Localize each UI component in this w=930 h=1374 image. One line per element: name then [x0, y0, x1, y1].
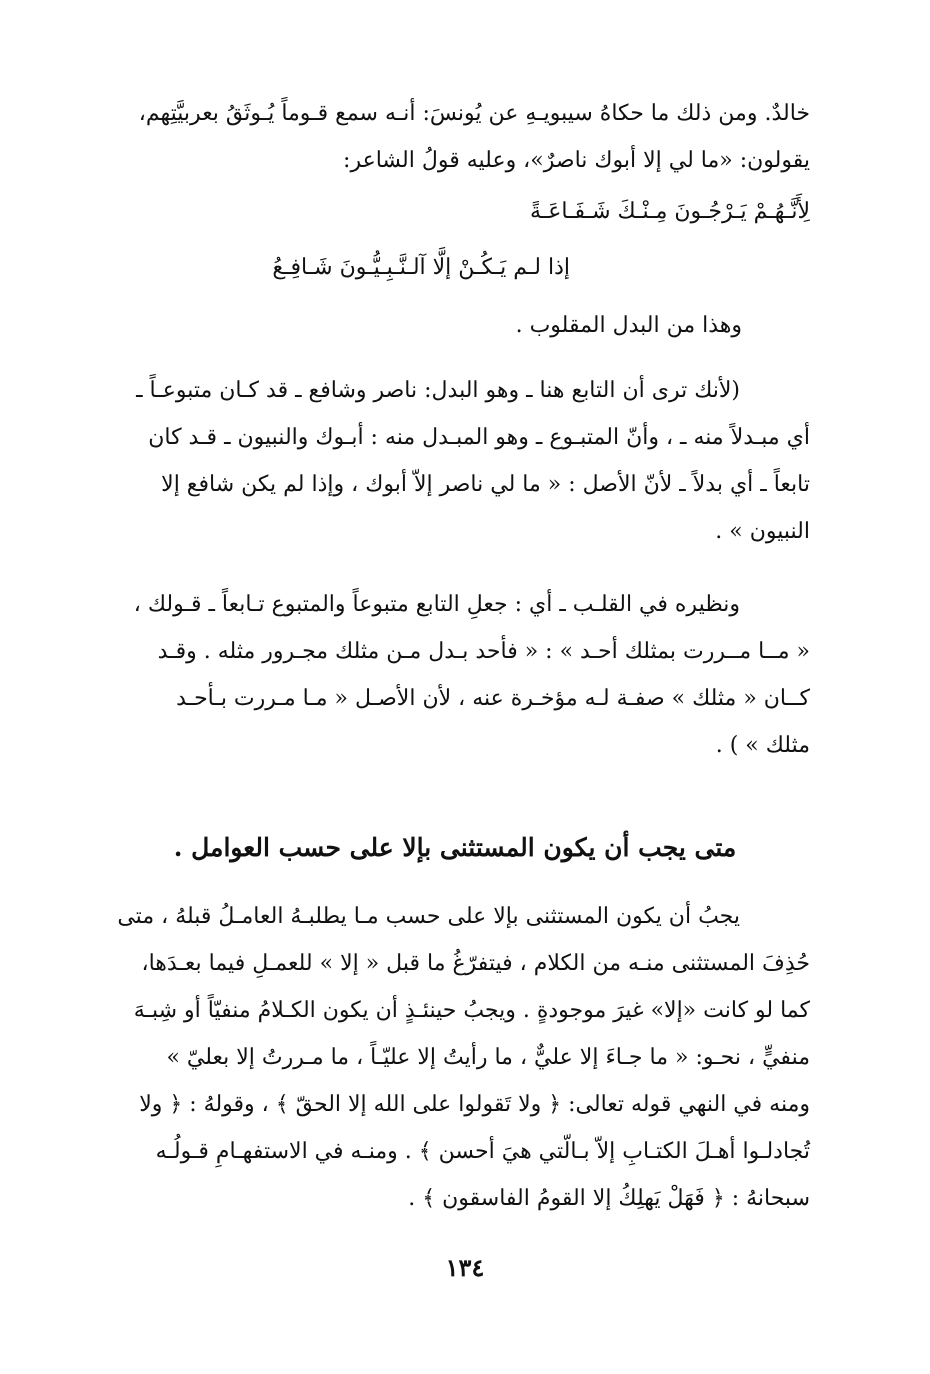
text-line: أي مبـدلاً منه ـ ، وأنّ المتبـوع ـ وهو المبـدل منه : أبـوك والنبيون ـ قـد كان	[148, 425, 810, 450]
verse-conclusion: وهذا من البدل المقلوب .	[515, 313, 742, 338]
text-line: ومنه في النهي قوله تعالى: ﴿ ولا تَقولوا على الله إلا الحقّ ﴾ ، وقولهُ : ﴿ ولا	[139, 1091, 810, 1117]
text-line: تُجادلـوا أهـلَ الكتـابِ إلاّ بـالّتي هيَ أحسن ﴾ . ومنـه في الاستفهـامِ قـولُـه	[155, 1138, 810, 1164]
paragraph-analogy	[100, 581, 810, 769]
text-line: خالدٌ. ومن ذلك ما حكاهُ سيبويـهِ عن يُونسَ: أنـه سمع قـوماً يُـوثَقُ بعربيَّتِهم،	[138, 101, 810, 126]
text-line: كــان « مثلك » صفـة لـه مؤخـرة عنه ، لأن الأصـل « مـا مـررت بـأحـد	[176, 686, 810, 711]
text-line: حُذِفَ المستثنى منـه من الكلام ، فيتفرّغُ ما قبل « إلا » للعمـلِ فيما بعـدَها،	[141, 950, 810, 976]
paragraph-intro	[100, 90, 810, 184]
text-line: سبحانهُ : ﴿ فَهَلْ يَهلِكُ إلا القومُ الفاسقون ﴾ .	[408, 1185, 810, 1211]
text-line: النبيون » .	[715, 519, 810, 544]
text-line: منفيٍّ ، نحـو: « ما جـاءَ إلا عليٌّ ، ما رأيتُ إلا عليّـاً ، ما مـررتُ إلا بعليّ »	[166, 1044, 810, 1070]
text-line: مثلك » ) .	[715, 733, 810, 758]
paragraph-rule	[100, 893, 810, 1222]
text-line: تابعاً ـ أي بدلاً ـ لأنّ الأصل : « ما لي ناصر إلاّ أبوك ، وإذا لم يكن شافع إلا	[161, 472, 810, 497]
text-line: ونظيره في القلـب ـ أي : جعلِ التابع متبوعاً والمتبوع تـابعاً ـ قـولك ،	[133, 592, 740, 617]
poetry-verse	[100, 184, 810, 296]
section-heading: متى يجب أن يكون المستثنى بإلا على حسب العوامل .	[173, 833, 737, 862]
text-line: يقولون: «ما لي إلا أبوك ناصرٌ»، وعليه قولُ الشاعر:	[343, 148, 810, 173]
verse-hemistich-first: لِأَنَّـهُـمْ يَـرْجُـونَ مِـنْـكَ شَـفَـاعَـةً	[530, 199, 810, 224]
text-line: « مــا مــررت بمثلك أحـد » : « فأحد بـدل مـن مثلك مجـرور مثله . وقـد	[157, 639, 810, 664]
page-body	[100, 90, 810, 1222]
paragraph-quote	[100, 367, 810, 555]
text-line: كما لو كانت «إلا» غيرَ موجودةٍ . ويجبُ حينئـذٍ أن يكون الكـلامُ منفيّاً أو شِبـهَ	[133, 997, 810, 1023]
text-line: يجبُ أن يكون المستثنى بإلا على حسب مـا يطلبـهُ العامـلُ قبلهُ ، متى	[117, 903, 740, 929]
page-number: ١٣٤	[445, 1253, 485, 1282]
verse-hemistich-second: إذا لـم يَـكُـنْ إلَّا آلـنَّـبِـيُّـونَ شَـافِـعُ	[272, 255, 570, 280]
text-line: (لأنك ترى أن التابع هنا ـ وهو البدل: ناصر وشافع ـ قد كـان متبوعـاً ـ	[136, 378, 740, 403]
